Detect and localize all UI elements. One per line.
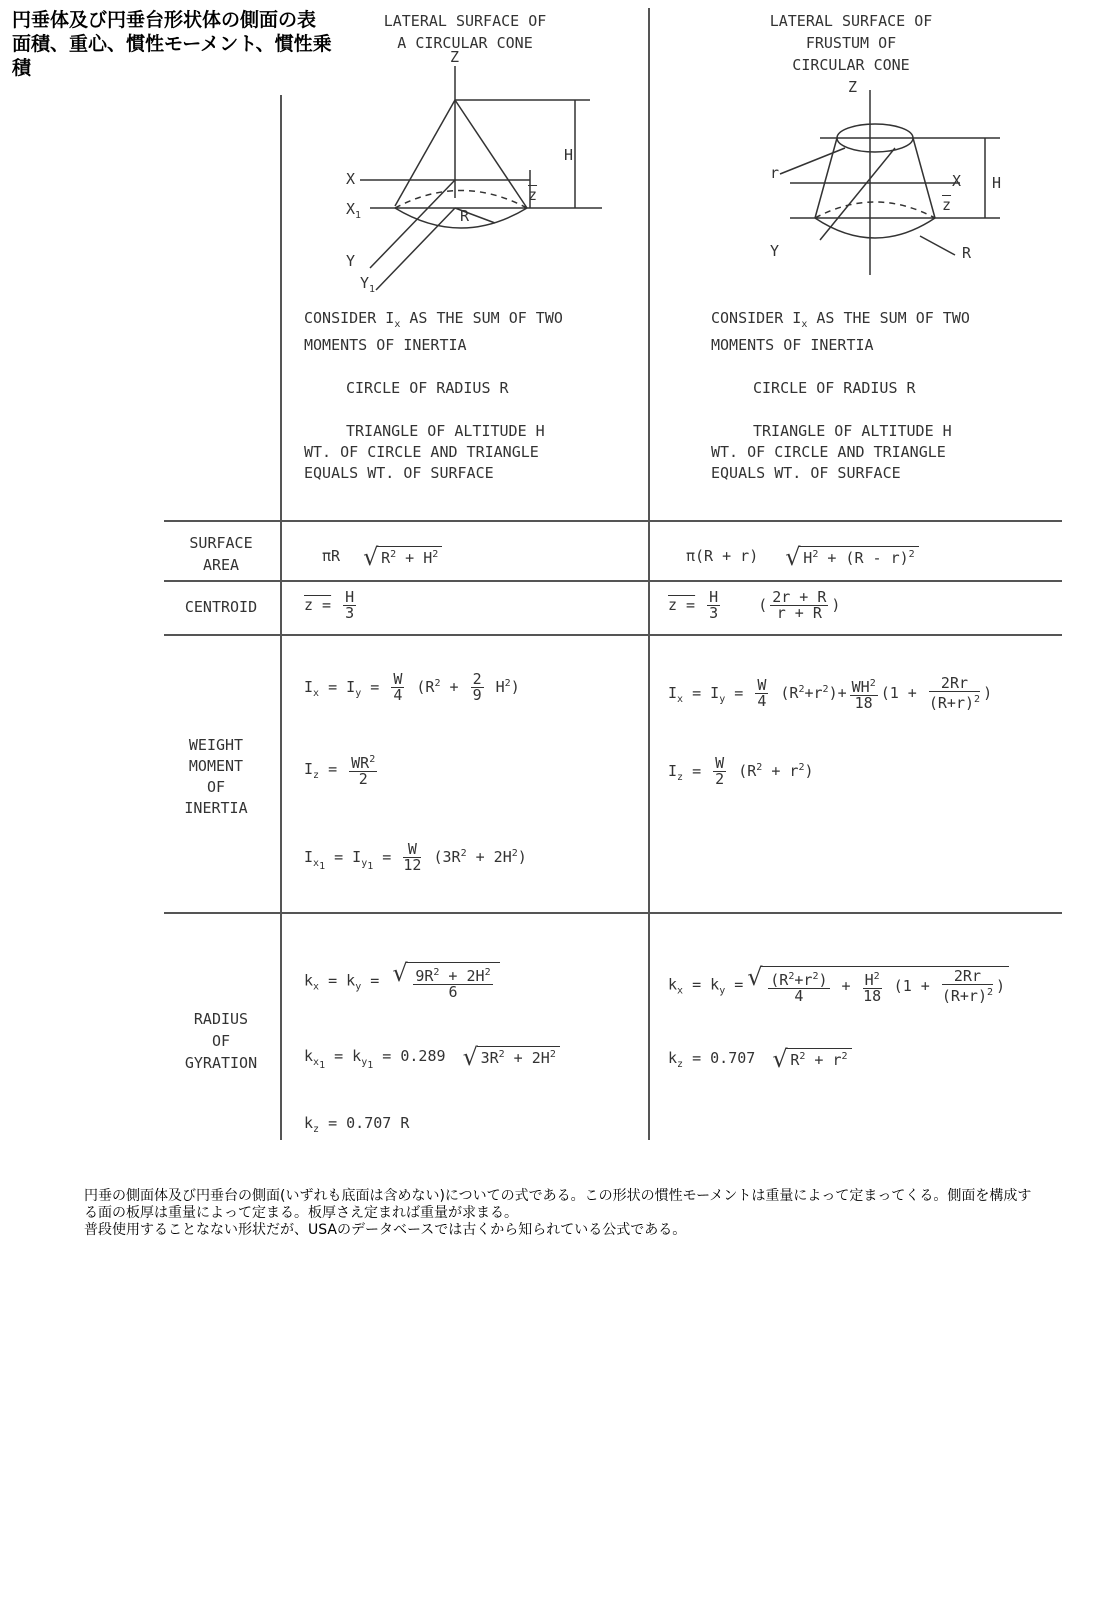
frustum-kz-coef: 0.707 (710, 1049, 756, 1067)
row-rule-1 (164, 520, 1062, 522)
row-label-of: OF (206, 778, 226, 796)
frustum-centroid-frac2: $\frac{2r + R}{r + R}$ (772, 588, 827, 622)
frustum-centroid-formula: z = $\frac{H}{3}$ ( $\frac{2r + R}{r + R}$ ) (668, 588, 841, 622)
frustum-label-y: Y (770, 242, 780, 260)
frustum-note-wt1: WT. OF CIRCLE AND TRIANGLE (711, 443, 946, 461)
cone-centroid-frac: $\frac{H}{3}$ (345, 588, 355, 622)
cone-kx1-formula: $k_{x_1} = k_{y_1} = 0.289$ √ $3R^2 + 2H^2$ (304, 1046, 560, 1071)
cone-note-triangle: TRIANGLE OF ALTITUDE H (346, 422, 545, 440)
frustum-note-consider (711, 308, 970, 335)
frustum-note-wt2: EQUALS WT. OF SURFACE (711, 464, 901, 482)
frustum-label-r-small: r (770, 164, 780, 182)
row-rule-4 (164, 912, 1062, 914)
cone-note-consider-b: AS THE SUM OF TWO (400, 309, 563, 327)
cone-note-line2: MOMENTS OF INERTIA (304, 336, 467, 354)
row-label-inertia-word: INERTIA (184, 799, 248, 817)
cone-centroid-zeq: z = (304, 596, 332, 614)
frustum-label-zbar: $\overline{z}$ (942, 196, 952, 214)
frustum-heading-line2: FRUSTUM OF (805, 34, 897, 52)
cone-label-x1-sub: 1 (355, 210, 362, 221)
frustum-surface-area-formula (686, 546, 919, 567)
cone-heading-line1: LATERAL SURFACE OF (383, 12, 547, 30)
cone-note-consider (304, 308, 563, 335)
cone-kx1-coef: 0.289 (400, 1047, 446, 1065)
cone-kz-formula: $k_z = 0.707$ R (304, 1114, 410, 1135)
row-label-area: AREA (202, 556, 240, 574)
frustum-label-r-big: R (962, 244, 972, 262)
cone-label-x: X (346, 170, 356, 188)
cone-pi-r: πR (322, 547, 341, 565)
frustum-ix-formula: $I_x = I_y$ = $\frac{W}{4}$ $(R^2+r^2)+$ $\frac{WH^2}{18}$ (1 + $\frac{2Rr}{(R+r)^2}$ ) (668, 674, 993, 712)
frustum-centroid-zeq: z = (668, 596, 696, 614)
divider-middle (648, 8, 650, 1140)
page-title: 円垂体及び円垂台形状体の側面の表面積、重心、慣性モーメント、慣性乗積 (12, 9, 332, 79)
cone-note-wt1: WT. OF CIRCLE AND TRIANGLE (304, 443, 539, 461)
cone-heading (340, 10, 590, 54)
cone-label-h: H (564, 146, 574, 164)
cone-kz-coef: 0.707 (346, 1114, 392, 1132)
frustum-diagram (760, 90, 1050, 280)
frustum-notes (711, 308, 970, 484)
frustum-kz-formula: $k_z = 0.707$ √ $R^2 + r^2$ (668, 1048, 852, 1070)
frustum-label-z: Z (848, 78, 858, 96)
frustum-surface-sqrt: √ $H^2 + (R - r)^2$ (799, 546, 918, 567)
cone-kz-r: R (400, 1114, 410, 1132)
frustum-note-consider-a: CONSIDER I (711, 309, 802, 327)
row-rule-3 (164, 634, 1062, 636)
frustum-note-consider-sub: x (801, 319, 808, 330)
cone-note-consider-sub: x (394, 319, 401, 330)
cone-ix-formula: $I_x = I_y$ = $\frac{W}{4}$ ($R^2$ + $\frac{2}{9}$ $H^2$) (304, 670, 520, 704)
cone-centroid-formula (304, 590, 359, 621)
frustum-centroid-frac: $\frac{H}{3}$ (709, 588, 719, 622)
row-label-radius: RADIUS (193, 1010, 249, 1028)
row-label-gyration (166, 1008, 276, 1074)
row-label-inertia (166, 735, 266, 819)
cone-kx-formula: $k_x = k_y$ = √ $\frac{9R^2 + 2H^2}{6}$ (304, 962, 500, 1000)
row-label-moment: MOMENT (188, 757, 244, 775)
cone-surface-sqrt: √ $R^2 + H^2$ (377, 546, 442, 567)
footnote: 円垂の側面体及び円垂台の側面(いずれも底面は含めない)についての式である。この形状の慣性モーメントは重量によって定まってくる。側面を構成する面の板厚は重量によって定まる。板厚さえ定まれば重量が求まる。 普段使用することなない形状だが、USAのデータベースでは古くから知られている公式である。 (84, 1188, 1032, 1238)
cone-label-x1 (346, 200, 361, 221)
cone-iz-formula: $I_z$ = $\frac{WR^2}{2}$ (304, 754, 376, 788)
cone-diagram (340, 58, 640, 298)
frustum-note-circle: CIRCLE OF RADIUS R (753, 379, 916, 397)
cone-note-circle: CIRCLE OF RADIUS R (346, 379, 509, 397)
cone-surface-area-formula (322, 546, 442, 567)
cone-heading-line2: A CIRCULAR CONE (397, 34, 533, 52)
cone-label-y: Y (346, 252, 356, 270)
frustum-kx-formula: $k_x = k_y$ = √ $\frac{(R^2+r^2)}{4}$ + $\frac{H^2}{18}$ (1 + $\frac{2Rr}{(R+r)^2}$ ) (668, 966, 1009, 1004)
cone-label-y1 (360, 274, 375, 295)
cone-label-z: Z (450, 48, 460, 66)
cone-note-wt2: EQUALS WT. OF SURFACE (304, 464, 494, 482)
row-label-surface: SURFACE (189, 534, 253, 552)
divider-left (280, 95, 282, 1140)
row-label-gyration-word: GYRATION (184, 1054, 258, 1072)
cone-label-y1-sub: 1 (369, 284, 376, 295)
frustum-note-triangle: TRIANGLE OF ALTITUDE H (753, 422, 952, 440)
cone-notes (304, 308, 563, 484)
cone-label-y1-main: Y (360, 274, 370, 292)
cone-note-consider-a: CONSIDER I (304, 309, 395, 327)
row-label-surface-area (166, 532, 276, 576)
frustum-iz-formula: $I_z$ = $\frac{W}{2}$ $(R^2 + r^2)$ (668, 754, 814, 788)
row-label-centroid: CENTROID (184, 598, 258, 616)
row-label-gyr-of: OF (211, 1032, 231, 1050)
cone-ix1-formula: $I_{x_1} = I_{y_1}$ = $\frac{W}{12}$ $(3R^2 + 2H^2)$ (304, 840, 527, 874)
frustum-heading-line3: CIRCULAR CONE (792, 56, 910, 74)
frustum-note-line2: MOMENTS OF INERTIA (711, 336, 874, 354)
cone-label-r: R (460, 207, 470, 225)
cone-label-x1-main: X (346, 200, 356, 218)
frustum-label-x: X (952, 172, 962, 190)
frustum-heading-line1: LATERAL SURFACE OF (769, 12, 933, 30)
row-label-weight: WEIGHT (188, 736, 244, 754)
frustum-label-h: H (992, 174, 1002, 192)
row-rule-2 (164, 580, 1062, 582)
cone-label-zbar: $\overline{z}$ (528, 186, 538, 204)
frustum-pi-rr: π(R + r) (686, 547, 759, 565)
frustum-note-consider-b: AS THE SUM OF TWO (807, 309, 970, 327)
frustum-heading (726, 10, 976, 76)
